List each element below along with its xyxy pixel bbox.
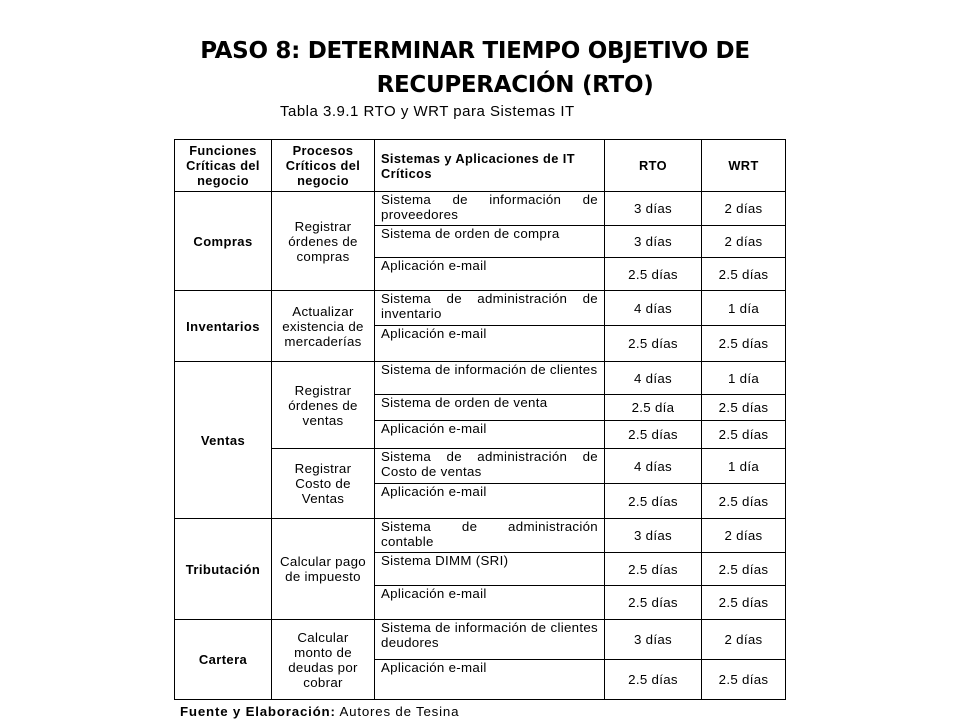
rto-cell: 4 días (605, 449, 702, 484)
system-cell (375, 362, 605, 395)
function-cell: Compras (175, 192, 272, 291)
rto-cell: 4 días (605, 362, 702, 395)
system-cell (375, 586, 605, 620)
rto-cell: 2.5 día (605, 395, 702, 421)
system-text: Aplicación e-mail (381, 326, 487, 341)
system-text: Sistema de información de clientes deudores (381, 620, 598, 650)
system-text: Sistema de información de clientes (381, 362, 598, 377)
system-text: Sistema de orden de compra (381, 226, 560, 241)
rto-cell: 2.5 días (605, 586, 702, 620)
system-text: Sistema de administración contable (381, 519, 598, 549)
table-row (175, 620, 786, 660)
system-cell (375, 291, 605, 326)
rto-cell: 3 días (605, 226, 702, 258)
table-row (175, 362, 786, 395)
wrt-cell: 2.5 días (702, 660, 786, 700)
wrt-cell: 2 días (702, 226, 786, 258)
footer-text: Autores de Tesina (335, 704, 460, 719)
function-cell: Ventas (175, 362, 272, 519)
rto-cell: 4 días (605, 291, 702, 326)
wrt-cell: 2 días (702, 620, 786, 660)
footer-label: Fuente y Elaboración: (180, 704, 336, 719)
table-footer (180, 704, 459, 719)
header-wrt: WRT (702, 140, 786, 192)
rto-cell: 3 días (605, 192, 702, 226)
wrt-cell: 1 día (702, 291, 786, 326)
system-cell (375, 553, 605, 586)
rto-cell: 2.5 días (605, 326, 702, 362)
system-cell (375, 192, 605, 226)
wrt-cell: 2 días (702, 519, 786, 553)
system-cell (375, 395, 605, 421)
process-cell: Registrar órdenes de compras (272, 192, 375, 291)
system-cell (375, 519, 605, 553)
process-cell: Calcular pago de impuesto (272, 519, 375, 620)
header-rto: RTO (605, 140, 702, 192)
process-cell: Registrar órdenes de ventas (272, 362, 375, 449)
system-cell (375, 484, 605, 519)
header-procesos: Procesos Críticos del negocio (272, 140, 375, 192)
system-text: Aplicación e-mail (381, 586, 487, 601)
rto-wrt-table (174, 139, 786, 700)
rto-cell: 3 días (605, 519, 702, 553)
rto-cell: 2.5 días (605, 484, 702, 519)
rto-cell: 2.5 días (605, 553, 702, 586)
wrt-cell: 2.5 días (702, 326, 786, 362)
rto-cell: 2.5 días (605, 421, 702, 449)
table-header-row (175, 140, 786, 192)
system-cell (375, 326, 605, 362)
system-text: Aplicación e-mail (381, 484, 487, 499)
header-sistemas: Sistemas y Aplicaciones de IT Críticos (375, 140, 605, 192)
system-text: Sistema de información de proveedores (381, 192, 598, 222)
system-cell (375, 226, 605, 258)
system-text: Aplicación e-mail (381, 421, 487, 436)
function-cell: Tributación (175, 519, 272, 620)
system-cell (375, 258, 605, 291)
wrt-cell: 1 día (702, 449, 786, 484)
rto-cell: 2.5 días (605, 660, 702, 700)
function-cell: Inventarios (175, 291, 272, 362)
system-cell (375, 660, 605, 700)
wrt-cell: 2.5 días (702, 586, 786, 620)
wrt-cell: 2.5 días (702, 395, 786, 421)
header-funciones: Funciones Críticas del negocio (175, 140, 272, 192)
wrt-cell: 2.5 días (702, 421, 786, 449)
process-cell: Calcular monto de deudas por cobrar (272, 620, 375, 700)
slide-title-line2: RECUPERACIÓN (RTO) (376, 72, 654, 98)
system-text: Aplicación e-mail (381, 660, 487, 675)
system-cell (375, 449, 605, 484)
system-cell (375, 421, 605, 449)
rto-cell: 2.5 días (605, 258, 702, 291)
wrt-cell: 2.5 días (702, 553, 786, 586)
wrt-cell: 2.5 días (702, 258, 786, 291)
table-caption: Tabla 3.9.1 RTO y WRT para Sistemas IT (280, 103, 575, 120)
table-row (175, 192, 786, 226)
rto-cell: 3 días (605, 620, 702, 660)
system-cell (375, 620, 605, 660)
table-row (175, 519, 786, 553)
system-text: Sistema de orden de venta (381, 395, 548, 410)
process-cell: Registrar Costo de Ventas (272, 449, 375, 519)
wrt-cell: 2.5 días (702, 484, 786, 519)
function-cell: Cartera (175, 620, 272, 700)
wrt-cell: 2 días (702, 192, 786, 226)
system-text: Sistema de administración de Costo de ventas (381, 449, 598, 479)
system-text: Aplicación e-mail (381, 258, 487, 273)
wrt-cell: 1 día (702, 362, 786, 395)
system-text: Sistema de administración de inventario (381, 291, 598, 321)
system-text: Sistema DIMM (SRI) (381, 553, 509, 568)
table-row (175, 291, 786, 326)
process-cell: Actualizar existencia de mercaderías (272, 291, 375, 362)
slide-title-line1: PASO 8: DETERMINAR TIEMPO OBJETIVO DE (200, 38, 750, 64)
